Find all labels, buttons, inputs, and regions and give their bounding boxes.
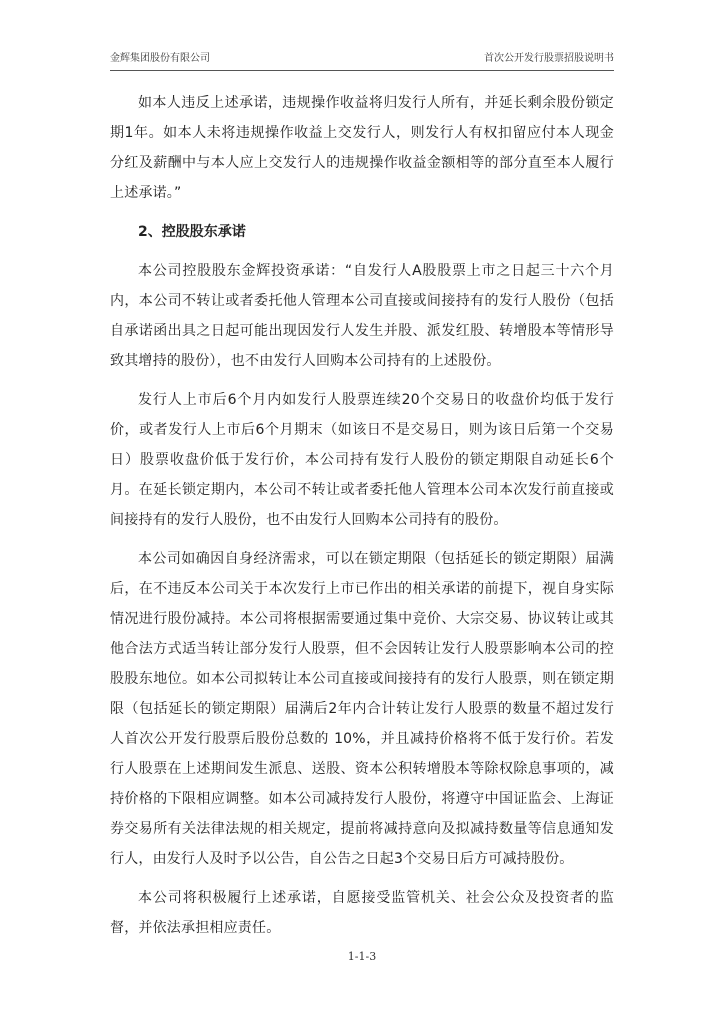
header-company-name: 金辉集团股份有限公司 xyxy=(110,53,210,64)
paragraph-reduction-intention: 本公司如确因自身经济需求，可以在锁定期限（包括延长的锁定期限）届满后，在不违反本公司关于本次发行上市已作出的相关承诺的前提下，视自身实际情况进行股份减持。本公司将根据需要通过集中竞价、大宗交易、协议转让或其他合法方式适当转让部分发行人股票，但不会因转让发行人股票影响本公司的控股股东地位。如本公司拟转让本公司直接或间接持有的发行人股票，则在锁定期限（包括延长的锁定期限）届满后2年内合计转让发行人股票的数量不超过发行人首次公开发行股票后股份总数的 10%，并且减持价格将不低于发行价。若发行人股票在上述期间发生派息、送股、资本公积转增股本等除权除息事项的，减持价格的下限相应调整。如本公司减持发行人股份，将遵守中国证监会、上海证券交易所有关法律法规的相关规定，提前将减持意向及拟减持数量等信息通知发行人，由发行人及时予以公告，自公告之日起3个交易日后方可减持股份。 xyxy=(110,551,614,867)
section-title-controlling-shareholder: 2、控股股东承诺 xyxy=(138,224,246,240)
paragraph-violation-penalty: 如本人违反上述承诺，违规操作收益将归发行人所有，并延长剩余股份锁定期1年。如本人未将违规操作收益上交发行人，则发行人有权扣留应付本人现金分红及薪酬中与本人应上交发行人的违规操作收益金额相等的部分直至本人履行上述承诺。” xyxy=(110,95,614,201)
page-number: 1-1-3 xyxy=(347,950,377,963)
paragraph-lockup-commitment: 本公司控股股东金辉投资承诺：“自发行人A股股票上市之日起三十六个月内，本公司不转让或者委托他人管理本公司直接或间接持有的发行人股份（包括自承诺函出具之日起可能出现因发行人发生并股、派发红股、转增股本等情形导致其增持的股份），也不由发行人回购本公司持有的上述股份。 xyxy=(110,263,614,369)
paragraph-lockup-extension: 发行人上市后6个月内如发行人股票连续20个交易日的收盘价均低于发行价，或者发行人上市后6个月期末（如该日不是交易日，则为该日后第一个交易日）股票收盘价低于发行价，本公司持有发行人股份的锁定期限自动延长6个月。在延长锁定期内，本公司不转让或者委托他人管理本公司本次发行前直接或间接持有的发行人股份，也不由发行人回购本公司持有的股份。 xyxy=(110,392,614,528)
paragraph-supervision: 本公司将积极履行上述承诺，自愿接受监管机关、社会公众及投资者的监督，并依法承担相应责任。 xyxy=(110,890,614,936)
document-body xyxy=(110,88,614,952)
header-document-title: 首次公开发行股票招股说明书 xyxy=(484,53,614,64)
page-header xyxy=(110,50,614,71)
